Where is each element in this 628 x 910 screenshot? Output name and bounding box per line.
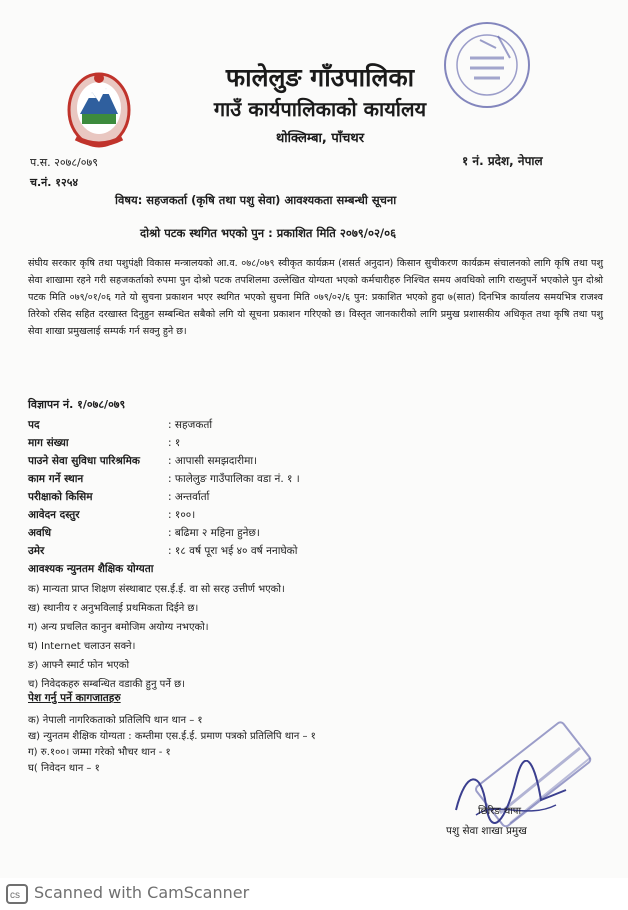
office-address: थोक्लिम्बा, पाँचथर <box>275 131 365 146</box>
field-value-workplace: : फालेलुङ गाउँपालिका वडा नं. १ । <box>168 473 300 485</box>
field-label-age: उमेर <box>28 545 45 557</box>
qualification-item: घ) Internet चलाउन सक्ने। <box>28 641 136 652</box>
signatory-position: पशु सेवा शाखा प्रमुख <box>446 825 527 837</box>
field-label-salary: पाउने सेवा सुविधा पारिश्रमिक <box>28 455 140 467</box>
camscanner-logo-icon <box>6 884 28 904</box>
signature-icon <box>446 760 586 830</box>
field-value-post: : सहजकर्ता <box>168 419 213 431</box>
qualification-item: ख) स्थानीय र अनुभविलाई प्रथमिकता दिईने छ। <box>28 603 199 614</box>
qualification-item: क) मान्यता प्राप्त शिक्षण संस्थाबाट एस.ई.ई. वा सो सरह उत्तीर्ण भएको। <box>28 584 285 595</box>
republish-notice: दोश्रो पटक स्थगित भएको पुन : प्रकाशित मिति २०७९/०२/०६ <box>140 226 397 240</box>
documents-title: पेश गर्नु पर्ने कागजातहरु <box>28 692 121 704</box>
qualification-item: ग) अन्य प्रचलित कानुन बमोजिम अयोग्य नभएको। <box>28 622 209 633</box>
svg-text:cs: cs <box>10 890 20 901</box>
field-value-age: : १८ वर्ष पूरा भई ४० वर्ष ननाघेको <box>168 545 298 557</box>
document-item: क) नेपाली नागरिकताको प्रतिलिपि थान थान – १ <box>28 715 203 726</box>
qualification-title: आवश्यक न्युनतम शैक्षिक योग्यता <box>28 563 154 575</box>
field-label-exam: परीक्षाको किसिम <box>28 491 93 503</box>
field-value-fee: : १००। <box>168 509 196 521</box>
notice-body: संघीय सरकार कृषि तथा पशुपंक्षी विकास मन्त्रालयको आ.व. ०७८/०७९ स्वीकृत कार्यक्रम (शसर्त अनुदान) किसान सुचीकरण कार्यक्रम संचालनको लागि कृषि तथा पशु सेवा शाखामा रहने गरी सहजकर्ताको रुपमा पुन दोश्रो पटक तपशिलमा उल्लेखित योग्यता भएको कर्मचारीहरु निश्चित समय अवधिको लागि राख्नुपर्ने भएकोले पुन दोश्रो पटक मिति ०७९/०१/०६ गते यो सुचना प्रकाशन भएर स्थगित भएको सुचना मिति ०७९/०२/६ पुन: प्रकाशित भएको हुदा ७(सात) दिनभित्र कार्यालय समयभित्र राजश्व तिरेको रसिद सहित दरखास्त दिनुहुन सम्बन्धित सबैको लगि यो सूचना प्रकाशन गरिएको छ। विस्तृत जानकारीको लागि प्रमुख प्रशासकीय अधिकृत तथा कृषि तथा पशु सेवा शाखा प्रमुखलाई सम्पर्क गर्न सक्नु हुने छ। <box>28 258 603 337</box>
field-label-duration: अवधि <box>28 527 52 539</box>
scanner-watermark-text: Scanned with CamScanner <box>34 883 250 902</box>
subject-line: विषय: सहजकर्ता (कृषि तथा पशु सेवा) आवश्यकता सम्बन्धी सूचना <box>115 193 397 207</box>
document-item: घ( निवेदन थान – १ <box>28 763 100 774</box>
field-value-salary: : आपासी समझदारीमा। <box>168 455 258 467</box>
nepal-emblem-icon <box>66 68 132 150</box>
office-subtitle: गाउँ कार्यपालिकाको कार्यालय <box>213 97 427 121</box>
advert-number: विज्ञापन नं. १/०७८/०७९ <box>28 398 126 411</box>
province-label: १ नं. प्रदेश, नेपाल <box>462 154 543 168</box>
field-label-demand: माग संख्या <box>28 437 69 449</box>
signatory-name: छिरिङ थापा <box>478 806 522 817</box>
qualification-item: ङ) आफ्नै स्मार्ट फोन भएको <box>28 660 130 671</box>
office-title: फालेलुङ गाँउपालिका <box>225 63 415 92</box>
document-item: ग) रु.१००। जम्मा गरेको भौचर थान - १ <box>28 747 171 758</box>
qualification-item: च) निवेदकहरु सम्बन्धित वडाकी हुनु पर्ने छ। <box>28 679 185 690</box>
field-value-duration: : बढिमा २ महिना हुनेछ। <box>168 527 260 539</box>
dispatch-number: च.नं. १२५४ <box>30 176 79 189</box>
field-label-fee: आवेदन दस्तुर <box>28 509 80 521</box>
field-value-demand: : १ <box>168 437 181 449</box>
letter-number: प.स. २०७८/०७९ <box>30 156 98 169</box>
field-label-post: पद <box>28 419 40 431</box>
field-label-workplace: काम गर्ने स्थान <box>28 473 84 485</box>
document-item: ख) न्युनतम शैक्षिक योग्यता : कम्तीमा एस.ई.ई. प्रमाण पत्रको प्रतिलिपि थान – १ <box>28 731 316 742</box>
field-value-exam: : अन्तर्वार्ता <box>168 491 210 503</box>
